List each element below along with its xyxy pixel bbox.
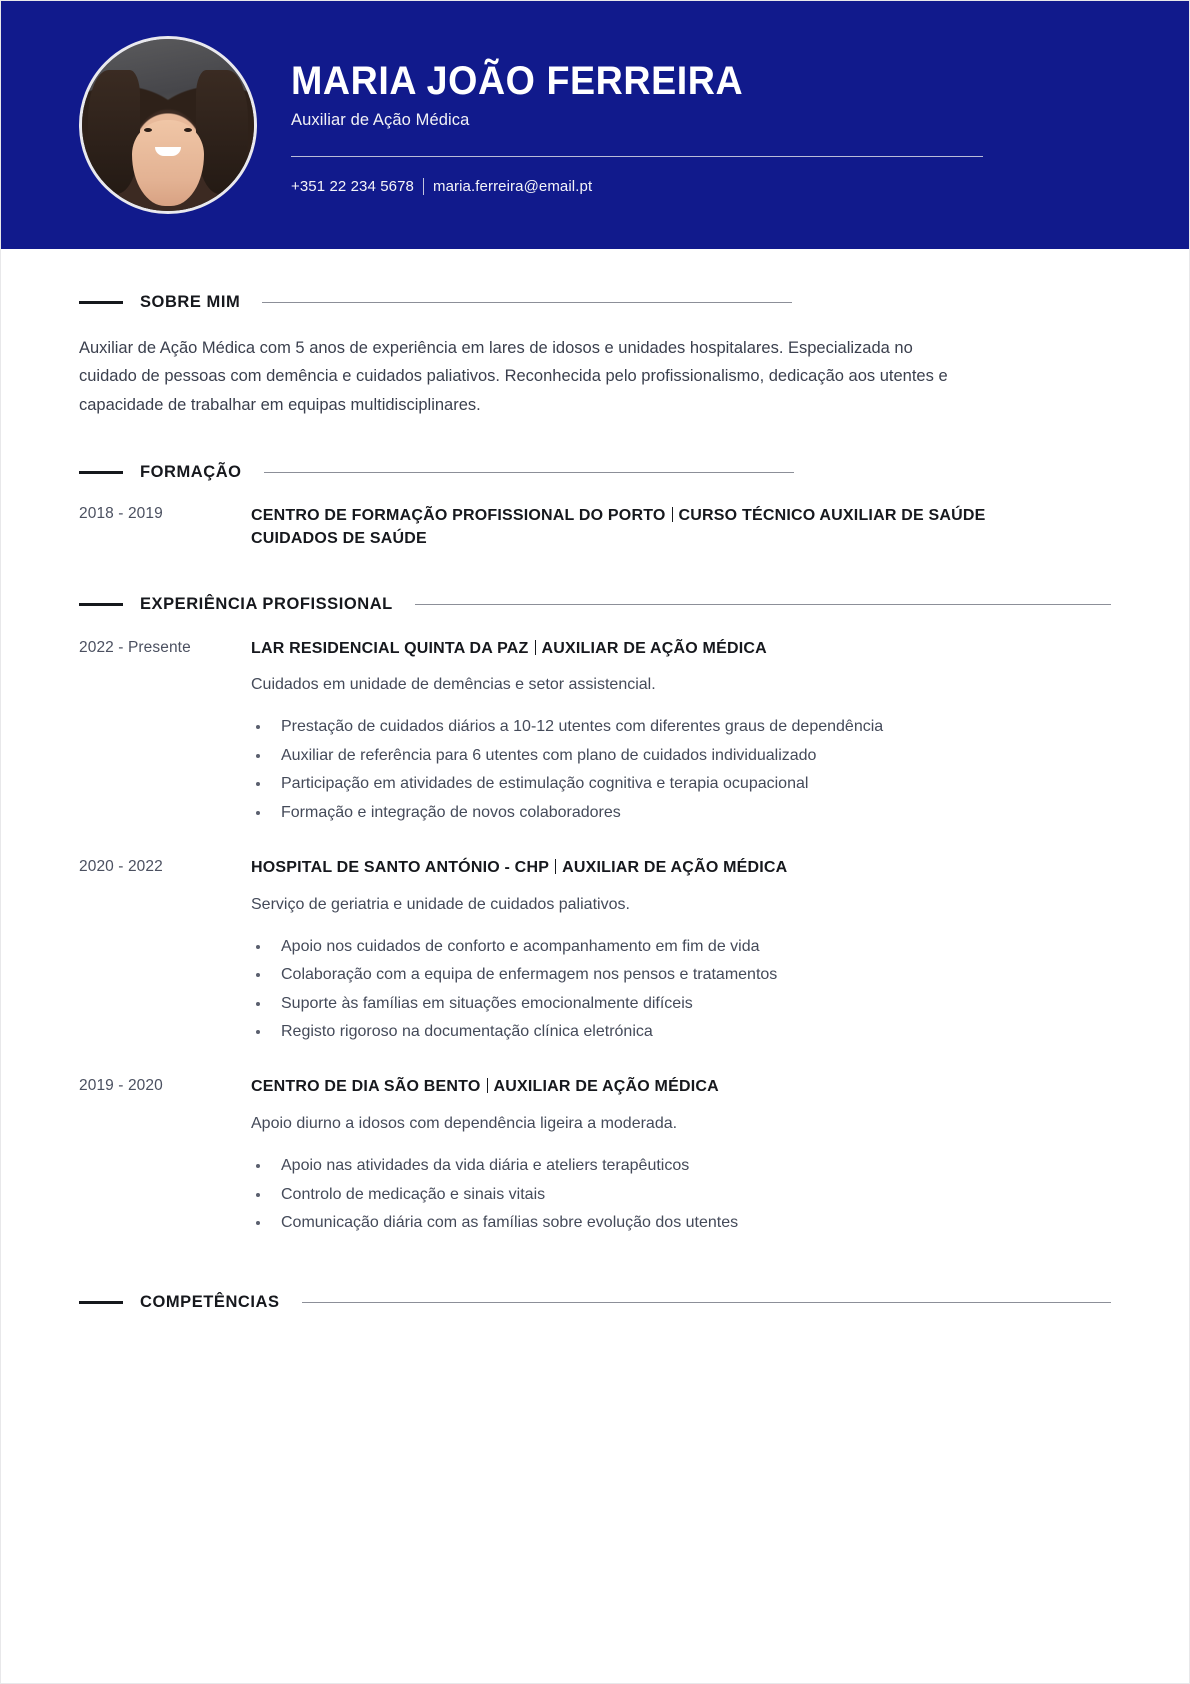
avatar xyxy=(79,36,257,214)
header-divider xyxy=(291,156,983,157)
resume-header xyxy=(1,1,1189,249)
section-dash-icon xyxy=(79,471,123,474)
header-text-block xyxy=(291,56,983,195)
experience-description: Serviço de geriatria e unidade de cuidados paliativos. xyxy=(251,895,630,913)
experience-heading xyxy=(251,857,1111,879)
section-title-education: FORMAÇÃO xyxy=(140,463,242,482)
section-header-about xyxy=(79,293,1111,312)
section-title-experience: EXPERIÊNCIA PROFISSIONAL xyxy=(140,594,393,613)
list-item: Participação em atividades de estimulação cognitiva e terapia ocupacional xyxy=(253,770,1111,798)
candidate-role: Auxiliar de Ação Médica xyxy=(291,110,470,129)
avatar-hair-right xyxy=(196,70,248,194)
section-header-experience xyxy=(79,595,1111,614)
section-rule xyxy=(264,472,794,473)
experience-company: LAR RESIDENCIAL QUINTA DA PAZ xyxy=(251,639,529,657)
contact-line xyxy=(291,178,983,195)
list-item: Registo rigoroso na documentação clínica eletrónica xyxy=(253,1018,1111,1046)
experience-description: Cuidados em unidade de demências e setor assistencial. xyxy=(251,676,656,694)
experience-bullets xyxy=(251,933,1111,1047)
list-item: Apoio nas atividades da vida diária e ateliers terapêuticos xyxy=(253,1152,1111,1180)
about-paragraph: Auxiliar de Ação Médica com 5 anos de experiência em lares de idosos e unidades hospitalares. Especializada no cuidado de pessoas com demência e cuidados paliativos. Reconhecida pelo profissionalismo, dedicação aos utentes e capacidade de trabalhar em equipas multidisciplinares. xyxy=(79,339,948,414)
list-item: Comunicação diária com as famílias sobre evolução dos utentes xyxy=(253,1209,1111,1237)
title-separator xyxy=(555,859,556,874)
section-title-skills: COMPETÊNCIAS xyxy=(140,1293,280,1312)
experience-bullets xyxy=(251,713,1111,827)
section-rule xyxy=(262,302,792,303)
resume-body xyxy=(1,293,1189,1312)
experience-heading xyxy=(251,638,1111,660)
section-dash-icon xyxy=(79,301,123,304)
title-separator xyxy=(535,640,536,655)
experience-entry xyxy=(79,638,1111,827)
experience-bullets xyxy=(251,1152,1111,1237)
section-rule xyxy=(302,1302,1111,1303)
education-institution: CENTRO DE FORMAÇÃO PROFISSIONAL DO PORTO xyxy=(251,507,666,525)
avatar-hair-left xyxy=(88,70,140,194)
title-separator xyxy=(487,1078,488,1093)
experience-company: HOSPITAL DE SANTO ANTÓNIO - CHP xyxy=(251,858,550,876)
experience-entry xyxy=(79,857,1111,1046)
education-dates: 2018 - 2019 xyxy=(79,505,163,523)
section-header-education xyxy=(79,463,1111,482)
experience-list xyxy=(79,638,1111,1238)
experience-dates: 2020 - 2022 xyxy=(79,857,163,875)
list-item: Auxiliar de referência para 6 utentes com plano de cuidados individualizado xyxy=(253,742,1111,770)
section-title-about: SOBRE MIM xyxy=(140,293,241,311)
experience-content xyxy=(247,638,1111,827)
email-text: maria.ferreira@email.pt xyxy=(432,177,593,195)
experience-content xyxy=(247,1076,1111,1237)
education-entry xyxy=(79,504,1111,550)
list-item: Prestação de cuidados diários a 10-12 utentes com diferentes graus de dependência xyxy=(253,713,1111,741)
experience-dates: 2022 - Presente xyxy=(79,638,191,656)
experience-position: AUXILIAR DE AÇÃO MÉDICA xyxy=(493,1078,719,1096)
title-separator xyxy=(672,507,673,522)
section-rule xyxy=(415,604,1111,605)
contact-separator xyxy=(423,178,424,195)
list-item: Colaboração com a equipa de enfermagem nos pensos e tratamentos xyxy=(253,961,1111,989)
list-item: Apoio nos cuidados de conforto e acompanhamento em fim de vida xyxy=(253,933,1111,961)
experience-position: AUXILIAR DE AÇÃO MÉDICA xyxy=(541,639,767,657)
phone-text: +351 22 234 5678 xyxy=(291,177,414,195)
experience-company: CENTRO DE DIA SÃO BENTO xyxy=(251,1078,481,1096)
candidate-name: MARIA JOÃO FERREIRA xyxy=(291,58,744,103)
experience-heading xyxy=(251,1076,1111,1098)
experience-entry xyxy=(79,1076,1111,1237)
education-heading xyxy=(251,504,1041,550)
experience-dates: 2019 - 2020 xyxy=(79,1077,163,1095)
list-item: Suporte às famílias em situações emocionalmente difíceis xyxy=(253,990,1111,1018)
education-content xyxy=(247,504,1111,550)
section-header-skills xyxy=(79,1293,1111,1312)
list-item: Controlo de medicação e sinais vitais xyxy=(253,1181,1111,1209)
experience-position: AUXILIAR DE AÇÃO MÉDICA xyxy=(562,858,788,876)
experience-description: Apoio diurno a idosos com dependência ligeira a moderada. xyxy=(251,1115,678,1133)
section-dash-icon xyxy=(79,603,123,606)
section-dash-icon xyxy=(79,1301,123,1304)
education-program: CURSO TÉCNICO AUXILIAR DE SAÚDE CUIDADOS DE SAÚDE xyxy=(251,507,986,548)
list-item: Formação e integração de novos colaboradores xyxy=(253,799,1111,827)
experience-content xyxy=(247,857,1111,1046)
